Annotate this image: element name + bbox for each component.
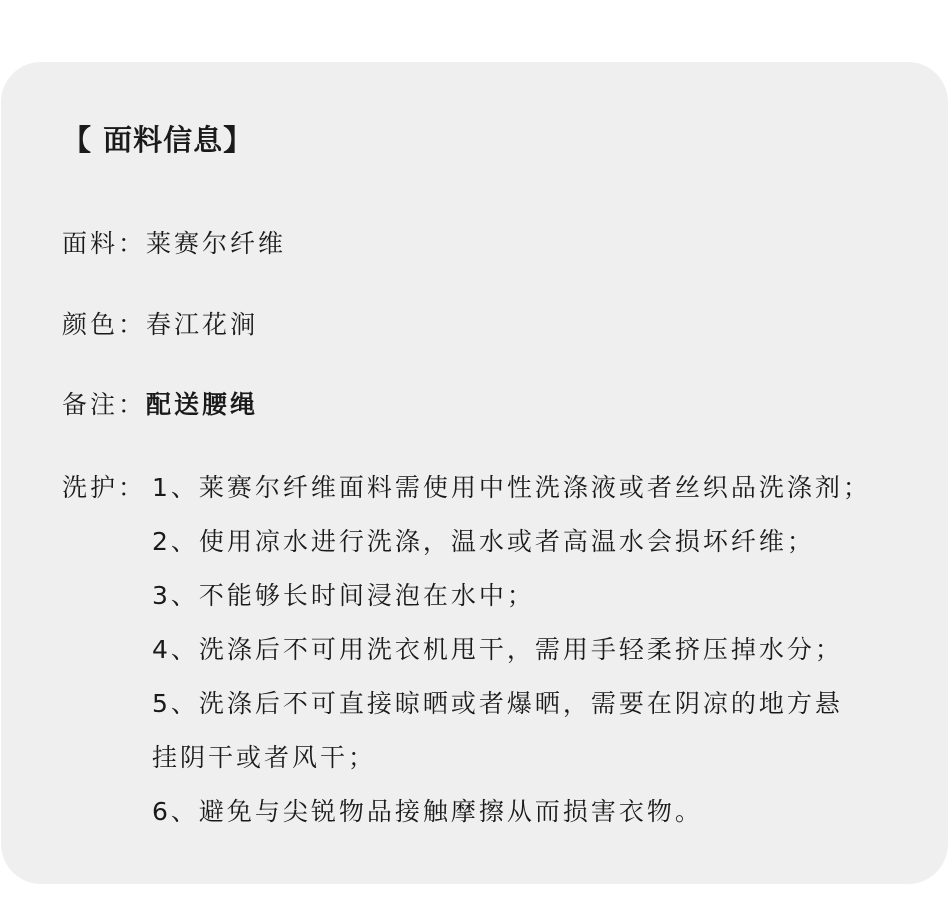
wash-instructions-list [152,472,932,850]
wash-item [152,634,932,666]
material-value: 莱赛尔纤维 [146,229,287,258]
color-label: 颜色： [62,310,147,339]
wash-item-text-continued: 挂阴干或者风干； [152,743,377,772]
material-label: 面料： [62,229,147,258]
wash-item [152,796,932,828]
note-row [62,389,258,421]
color-value: 春江花涧 [146,310,259,339]
note-value: 配送腰绳 [146,390,259,419]
note-label: 备注： [62,390,147,419]
section-title: 【 面料信息】 [62,123,254,157]
material-row [62,228,286,260]
wash-item-text: 3、不能够长时间浸泡在水中； [152,581,535,610]
color-row [62,309,258,341]
wash-item-text: 5、洗涤后不可直接晾晒或者爆晒，需要在阴凉的地方悬 [152,689,843,718]
wash-item-text: 2、使用凉水进行洗涤，温水或者高温水会损坏纤维； [152,527,815,556]
wash-item-text: 4、洗涤后不可用洗衣机甩干，需用手轻柔挤压掉水分； [152,635,843,664]
wash-item [152,688,932,774]
wash-item [152,472,932,504]
wash-item-text: 1、莱赛尔纤维面料需使用中性洗涤液或者丝织品洗涤剂； [152,473,871,502]
wash-label: 洗护： [62,473,147,502]
wash-item [152,526,932,558]
wash-item [152,580,932,612]
wash-item-text: 6、避免与尖锐物品接触摩擦从而损害衣物。 [152,797,703,826]
